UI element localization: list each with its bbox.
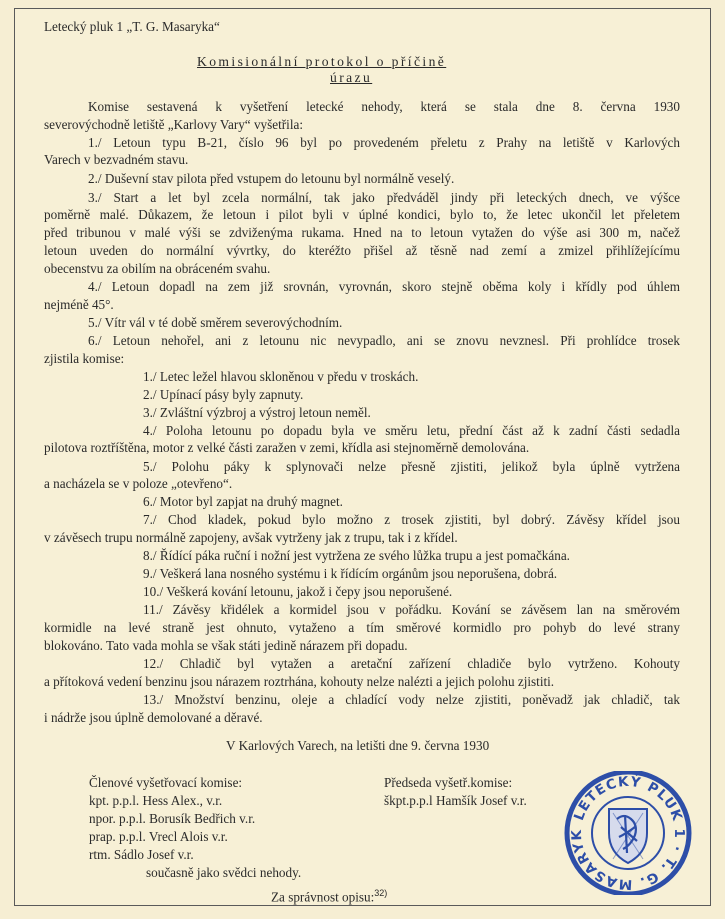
member-name: prap. p.p.l. Vrecl Alois v.r. bbox=[89, 829, 228, 844]
intro-line: Komise sestavená k vyšetření letecké nehody, která se stala dne 8. června 1930 bbox=[88, 99, 680, 114]
finding-2-line: 2./ Duševní stav pilota před vstupem do letounu byl normálně veselý. bbox=[88, 171, 455, 186]
wreck-finding-8: 8./ Řídící páka ruční i nožní jest vytržena ze svého lůžka trupu a jest pomačkána. bbox=[143, 548, 570, 563]
document-title: Komisionální protokol o příčině bbox=[197, 54, 447, 69]
member-name: kpt. p.p.l. Hess Alex., v.r. bbox=[89, 793, 223, 808]
wreck-finding-13-line: 13./ Množství benzinu, oleje a chladící vody nelze zjistiti, poněvadž jak chladič, tak bbox=[143, 692, 680, 707]
finding-3-line: poměrně malé. Důkazem, že letoun i pilot byli v úplné kondici, bylo to, že letec ukončil let přeletem bbox=[44, 207, 680, 222]
wreck-finding-7-line: v závěsech trupu normálně zapojeny, avšak vytrženy jak z trupu, tak i z křídel. bbox=[44, 530, 458, 545]
wreck-finding-9: 9./ Veškerá lana nosného systému i k řídícím orgánům jsou neporušena, dobrá. bbox=[143, 566, 558, 581]
document-title-continued: úrazu bbox=[330, 70, 373, 85]
finding-3-line: letoun uveden do normální vývrtky, do kteréžto přišel až těsně nad zemí a zmizel přihlížejícímu bbox=[44, 243, 680, 258]
member-name: rtm. Sádlo Josef v.r. bbox=[89, 847, 194, 862]
wreck-finding-5-line: a nacházela se v poloze „otevřeno“. bbox=[44, 476, 233, 491]
wreck-finding-2: 2./ Upínací pásy byly zapnuty. bbox=[143, 387, 304, 402]
wreck-finding-3: 3./ Zvláštní výzbroj a výstroj letoun neměl. bbox=[143, 405, 371, 420]
finding-1-line: Varech v bezvadném stavu. bbox=[44, 152, 189, 167]
certification-line bbox=[271, 885, 387, 905]
intro-line: severovýchodně letiště „Karlovy Vary“ vyšetřila: bbox=[44, 117, 304, 132]
finding-3-line: 3./ Start a let byl zcela normální, tak jako předváděl jindy při leteckých dnech, ve výšce bbox=[88, 190, 680, 205]
stamp-seal-icon bbox=[561, 771, 695, 895]
finding-6-line: zjistila komise: bbox=[44, 351, 125, 366]
place-and-date: V Karlových Varech, na letišti dne 9. června 1930 bbox=[226, 738, 490, 753]
finding-4-line: nejméně 45°. bbox=[44, 297, 114, 312]
footnote-number: 32) bbox=[374, 888, 388, 898]
finding-3-line: před tribunou v malé výši se zdviženýma rukama. Hned na to letoun vytažen do výše asi 300 m, načež bbox=[44, 225, 680, 240]
wreck-finding-7-line: 7./ Chod kladek, pokud bylo možno z trosek zjistiti, byl dobrý. Závěsy křídel jsou bbox=[143, 512, 680, 527]
chair-name: škpt.p.p.l Hamšík Josef v.r. bbox=[384, 793, 527, 808]
regiment-stamp bbox=[561, 771, 695, 895]
wreck-finding-1: 1./ Letec ležel hlavou skloněnou v předu v troskách. bbox=[143, 369, 419, 384]
wreck-finding-12-line: a přítoková vedení benzinu jsou nárazem roztrhána, kohouty nelze nalézti a jejich polohu zjistiti. bbox=[44, 674, 555, 689]
wreck-finding-11-line: kormidle na levé straně jest ohnuto, vytaženo a tím směrové kormidlo pro pohyb do levé strany bbox=[44, 620, 680, 635]
finding-3-line: obecenstvu za obilím na obráceném svahu. bbox=[44, 261, 271, 276]
member-name: npor. p.p.l. Borusík Bedřich v.r. bbox=[89, 811, 256, 826]
wreck-finding-4-line: 4./ Poloha letounu po dopadu byla ve směru letu, přední část až k zadní části sedadla bbox=[143, 423, 680, 438]
certification-text: Za správnost opisu: bbox=[271, 889, 375, 905]
chair-heading: Předseda vyšetř.komise: bbox=[384, 775, 513, 790]
wreck-finding-6: 6./ Motor byl zapjat na druhý magnet. bbox=[143, 494, 343, 509]
witness-note: současně jako svědci nehody. bbox=[146, 865, 302, 880]
wreck-finding-4-line: pilotova roztříštěna, motor z velké části zaražen v zemi, křídla asi stejnoměrně demolována. bbox=[44, 440, 530, 455]
wreck-finding-11-line: 11./ Závěsy křidélek a kormidel jsou v pořádku. Kování se závěsem lan na směrovém bbox=[143, 602, 680, 617]
finding-4-line: 4./ Letoun dopadl na zem již srovnán, vyrovnán, skoro stejně oběma koly i křídly pod úhlem bbox=[88, 279, 680, 294]
finding-5-line: 5./ Vítr vál v té době směrem severovýchodním. bbox=[88, 315, 343, 330]
wreck-finding-11-line: blokováno. Tato vada mohla se však státi jedině nárazem při dopadu. bbox=[44, 638, 408, 653]
wreck-finding-5-line: 5./ Polohu páky k splynovači nelze přesně zjistiti, jelikož byla úplně vytržena bbox=[143, 459, 680, 474]
finding-6-line: 6./ Letoun nehořel, ani z letounu nic nevypadlo, ani se znovu nevznesl. Při prohlídce trosek bbox=[88, 333, 680, 348]
wreck-finding-13-line: i nádrže jsou úplně demolované a děravé. bbox=[44, 710, 263, 725]
finding-1-line: 1./ Letoun typu B-21, číslo 96 byl po provedeném přeletu z Prahy na letiště v Karlových bbox=[88, 135, 680, 150]
wreck-finding-12-line: 12./ Chladič byl vytažen a aretační zařízení chladiče bylo vytrženo. Kohouty bbox=[143, 656, 680, 671]
members-heading: Členové vyšetřovací komise: bbox=[89, 775, 243, 790]
wreck-finding-10: 10./ Veškerá kování letounu, jakož i čepy jsou neporušené. bbox=[143, 584, 453, 599]
stamp-text: LETECKÝ PLUK 1 · T. G. MASARYK bbox=[568, 773, 688, 893]
unit-header: Letecký pluk 1 „T. G. Masaryka“ bbox=[44, 19, 220, 34]
